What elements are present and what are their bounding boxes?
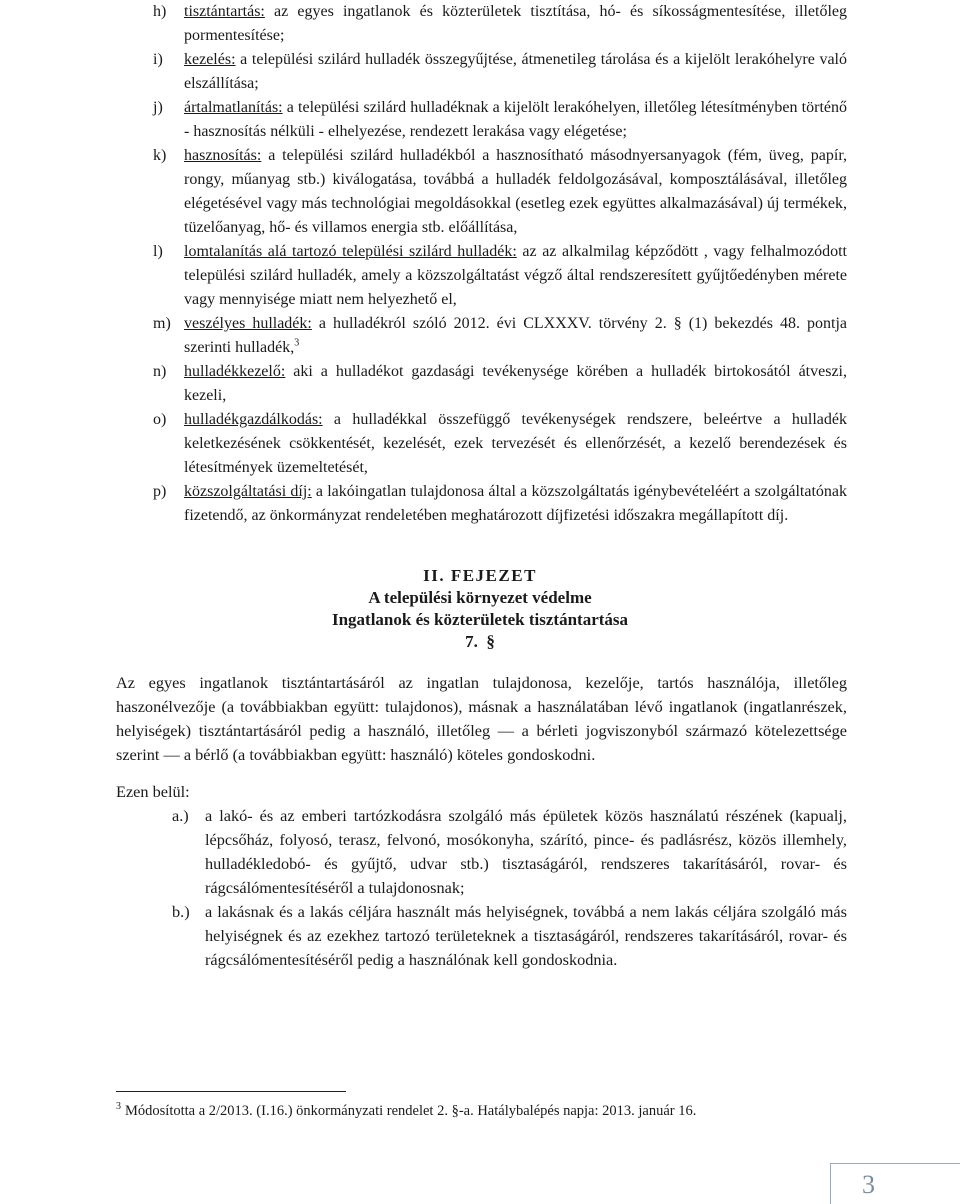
- definition-label: i): [153, 51, 163, 68]
- page-number-frame: [830, 1163, 960, 1204]
- definition-text: a települési szilárd hulladéknak a kijelölt lerakóhelyen, illetőleg létesítményben történő - hasznosítás nélküli - elhelyezése, rendezett lerakása vagy elégetése;: [184, 99, 847, 140]
- definition-k: [153, 144, 847, 240]
- list-item-label: b.): [172, 902, 190, 921]
- body-paragraph: Az egyes ingatlanok tisztántartásáról az ingatlan tulajdonosa, kezelője, tartós használója, illetőleg haszonélvezője (a továbbiakban együtt: tulajdonos), másnak a használatában lévő ingatlanok (ingatlanrészek, helyiségek) tisztántartásáról pedig a használó, illetőleg — a bérleti jogviszonyból származó kötelezettsége szerint — a bérlő (a továbbiakban együtt: használó) köteles gondoskodni.: [116, 673, 847, 764]
- chapter-number: II. FEJEZET: [423, 566, 537, 585]
- definition-label: n): [153, 363, 167, 380]
- definition-text: aki a hulladékot gazdasági tevékenysége körében a hulladék birtokosától átveszi, kezeli,: [184, 363, 847, 404]
- list-item-a: [172, 804, 847, 900]
- definition-text: a települési szilárd hulladékból a hasznosítható másodnyersanyagok (fém, üveg, papír, rongy, műanyag stb.) kiválogatása, továbbá a hulladék feldolgozásával, komposztálásával, illetőleg elégetésével vagy más technológiai megoldásokkal (esetleg ezek együttes alkalmazásával) új termékek, tüzelőanyag, hő- és villamos energia stb. előállítása,: [184, 147, 847, 236]
- definition-m: [153, 312, 847, 360]
- footnote-text: Módosította a 2/2013. (I.16.) önkormányzati rendelet 2. §-a. Hatálybalépés napja: 2013. január 16.: [125, 1103, 697, 1119]
- definition-term: ártalmatlanítás:: [184, 99, 283, 116]
- definition-label: m): [153, 315, 171, 332]
- definition-j: [153, 96, 847, 144]
- footnote-marker: 3: [116, 1101, 121, 1113]
- list-item-text: a lakó- és az emberi tartózkodásra szolgáló más épületek közös használatú részének (kapualj, lépcsőház, folyosó, terasz, felvonó, mosókonyha, szárító, pince- és padlásrész, közös illemhely, hulladékledobó- és gyűjtő, udvar stb.) tisztaságáról, rendszeres takarításáról, rovar- és rágcsálómentesítéséről a tulajdonosnak;: [205, 806, 847, 897]
- definition-text: a lakóingatlan tulajdonosa által a közszolgáltatás igénybevételéért a szolgáltatónak fizetendő, az önkormányzat rendeletében meghatározott díjfizetési időszakra megállapított díj.: [184, 483, 847, 524]
- definition-label: k): [153, 147, 167, 164]
- definition-label: h): [153, 3, 167, 20]
- definition-text: a hulladékkal összefüggő tevékenységek rendszere, beleértve a hulladék keletkezésének csökkentését, kezelését, ezek tervezését és ellenőrzését, a kezelő berendezések és létesítmények üzemeltetését,: [184, 411, 847, 476]
- page-number: 3: [862, 1170, 875, 1199]
- definition-text: az egyes ingatlanok és közterületek tisztítása, hó- és síkosságmentesítése, illetőleg pormentesítése;: [184, 3, 847, 44]
- definition-o: [153, 408, 847, 480]
- definition-i: [153, 48, 847, 96]
- within-label: Ezen belül:: [116, 782, 190, 801]
- definition-term: veszélyes hulladék:: [184, 315, 312, 332]
- list-item-b: [172, 900, 847, 972]
- definition-label: o): [153, 411, 167, 428]
- footnote-reference[interactable]: 3: [294, 337, 300, 349]
- list-item-text: a lakásnak és a lakás céljára használt más helyiségnek, továbbá a nem lakás céljára szolgáló más helyiségnek és az ezekhez tartozó területeknek a tisztaságáról, rendszeres takarításáról, rovar- és rágcsálómentesítéséről pedig a használónak kell gondoskodnia.: [205, 902, 847, 969]
- definition-text: a települési szilárd hulladék összegyűjtése, átmenetileg tárolása és a kijelölt lerakóhelyre való elszállítása;: [184, 51, 847, 92]
- list-item-label: a.): [172, 806, 189, 825]
- section-number: 7. §: [465, 632, 495, 651]
- definition-label: l): [153, 243, 163, 260]
- definitions-list: [153, 0, 847, 528]
- obligation-list: [172, 804, 847, 972]
- definition-text: az az alkalmilag képződött , vagy felhalmozódott települési szilárd hulladék, amely a közszolgáltatást végző által rendszeresített gyűjtőedényben mérete vagy mennyisége miatt nem helyezhető el,: [184, 243, 847, 308]
- definition-term: hulladékkezelő:: [184, 363, 286, 380]
- definition-term: hasznosítás:: [184, 147, 262, 164]
- definition-term: hulladékgazdálkodás:: [184, 411, 323, 428]
- chapter-title: A települési környezet védelme: [368, 588, 592, 607]
- definition-text: a hulladékról szóló 2012. évi CLXXXV. törvény 2. § (1) bekezdés 48. pontja szerinti hulladék,: [184, 315, 848, 356]
- definition-n: [153, 360, 847, 408]
- chapter-subtitle: Ingatlanok és közterületek tisztántartása: [331, 610, 629, 629]
- definition-label: p): [153, 483, 167, 500]
- definition-term: lomtalanítás alá tartozó települési szilárd hulladék:: [184, 243, 517, 260]
- footnote: [116, 1101, 696, 1121]
- definition-l: [153, 240, 847, 312]
- definition-term: kezelés:: [184, 51, 236, 68]
- footnote-separator: [116, 1091, 346, 1092]
- definition-term: tisztántartás:: [184, 3, 265, 20]
- definition-h: [153, 0, 847, 48]
- definition-label: j): [153, 99, 163, 116]
- definition-p: [153, 480, 847, 528]
- definition-term: közszolgáltatási díj:: [184, 483, 312, 500]
